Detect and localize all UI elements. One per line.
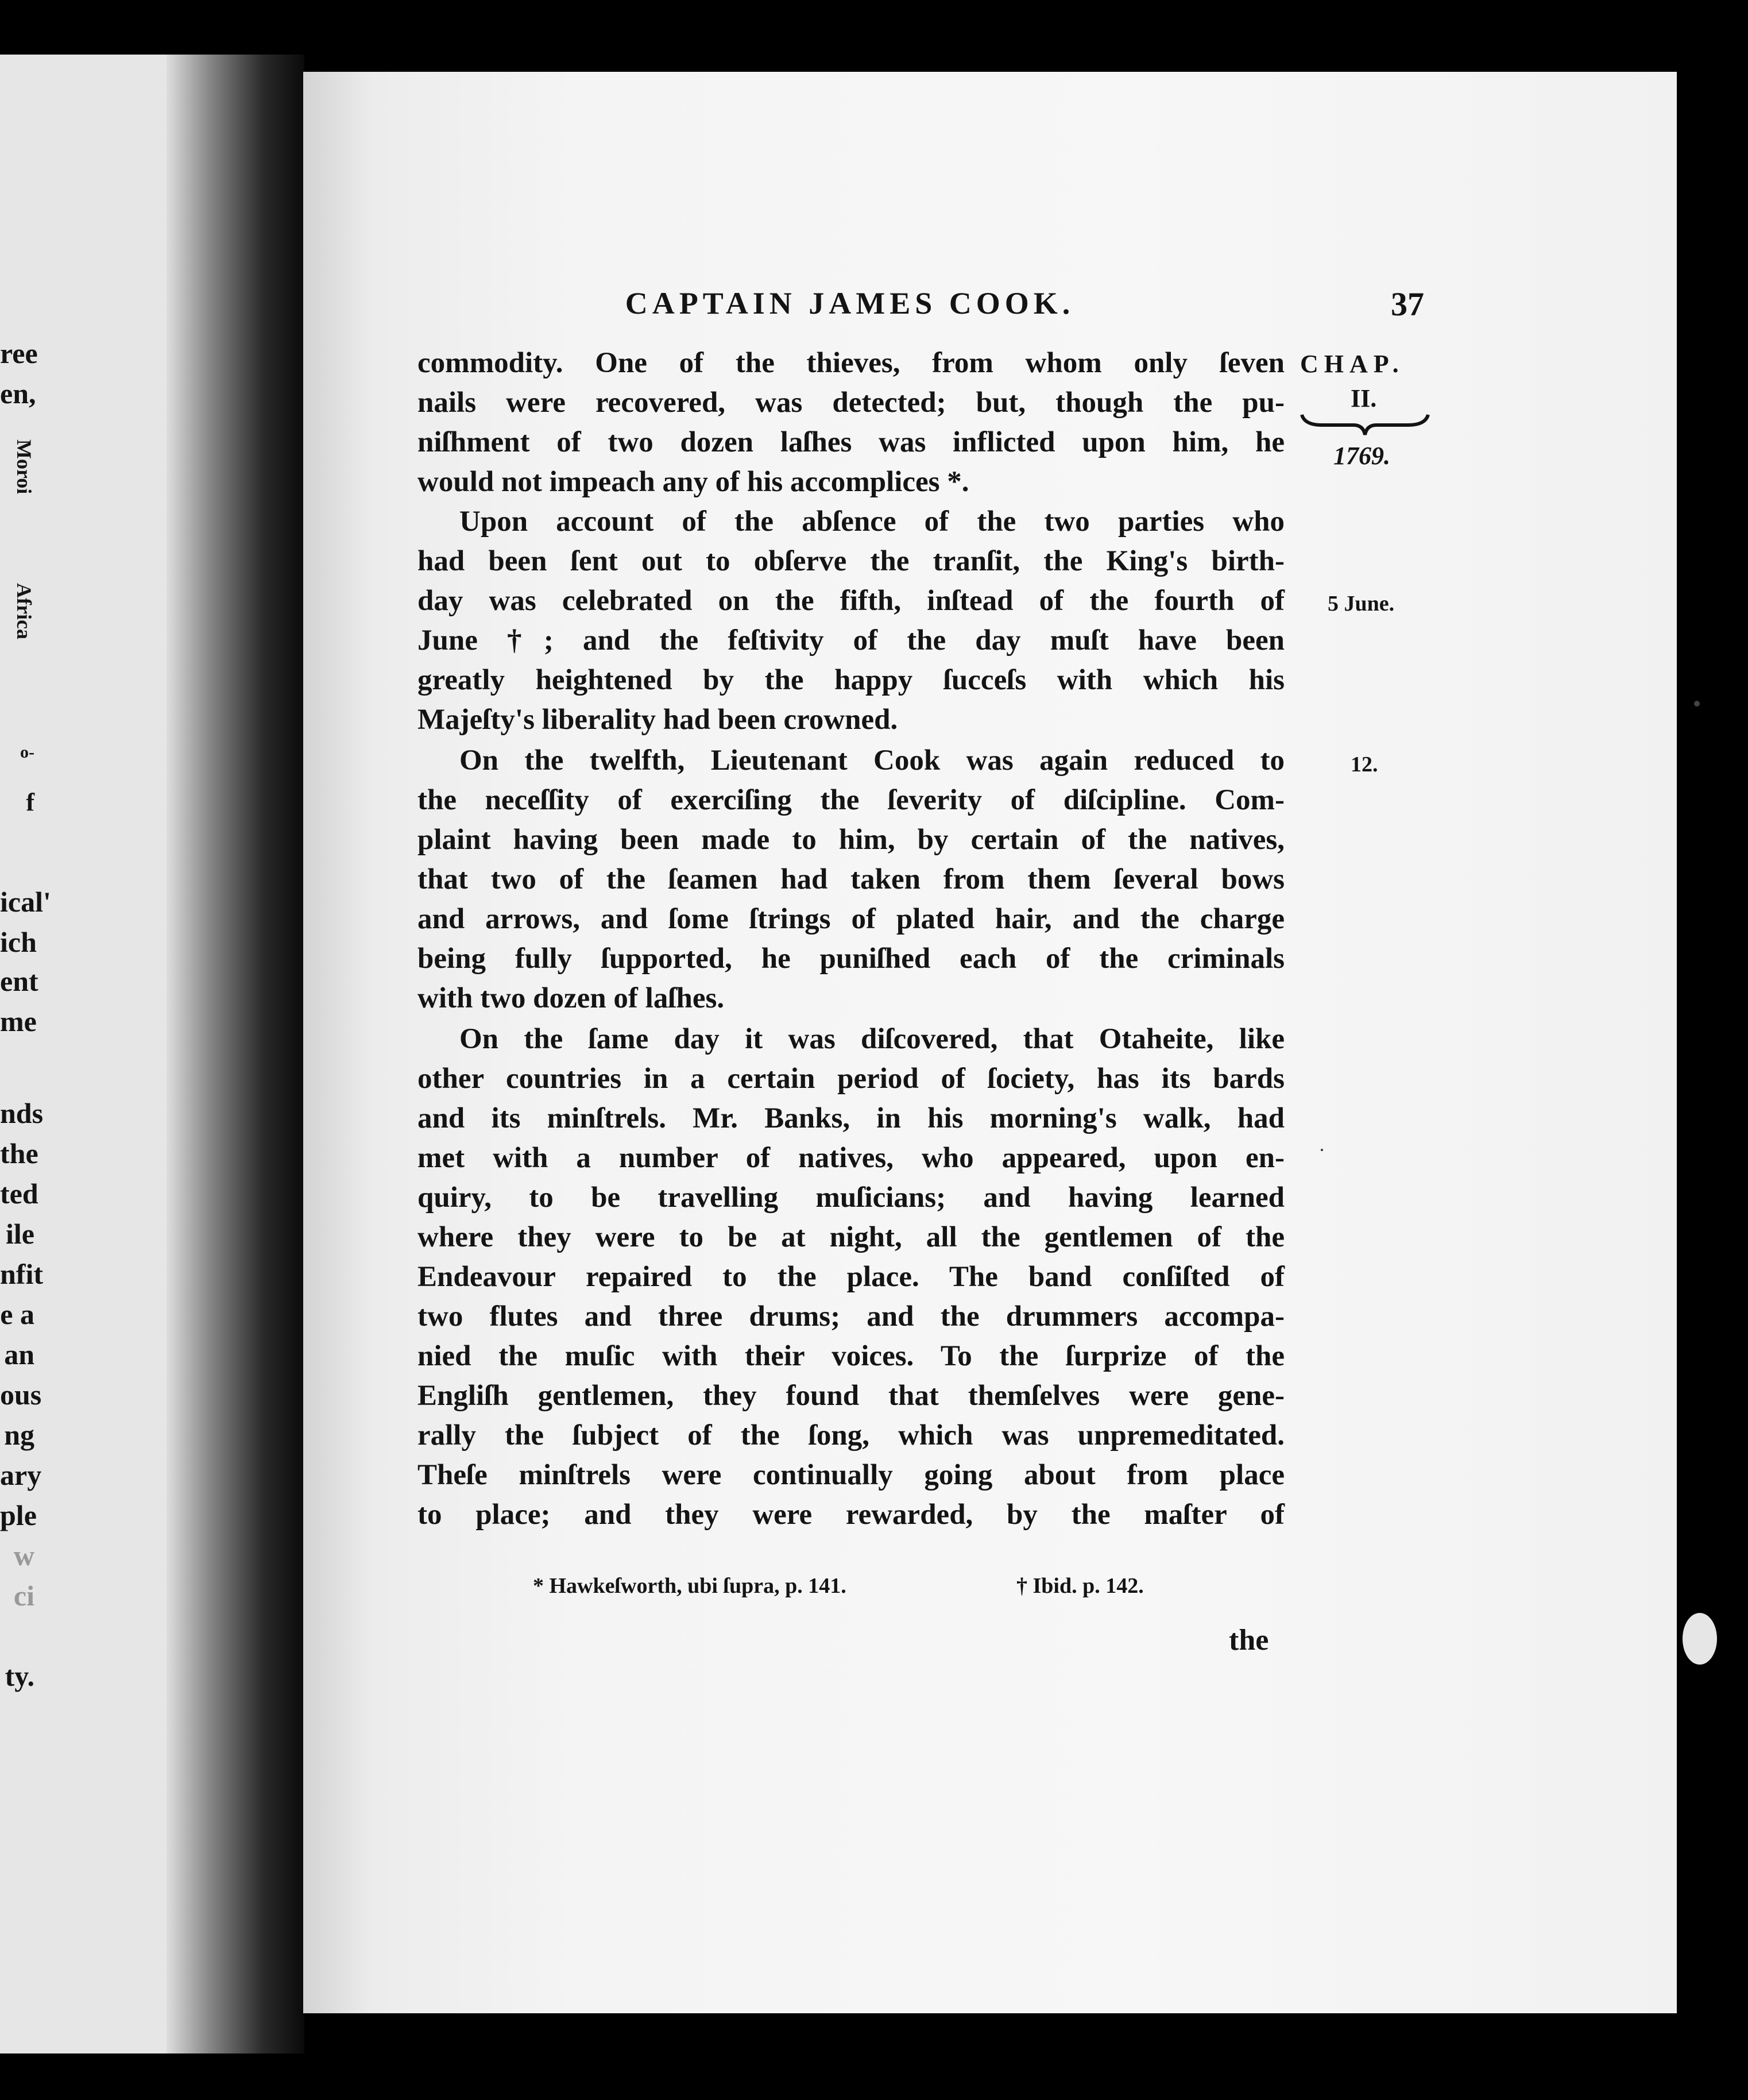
left-page-fragment: o- [20,743,34,762]
text-line: two flutes and three drums; and the drummers accompa- [417,1300,1285,1333]
text-line: had been ſent out to obſerve the tranſit, the King's birth- [417,545,1285,577]
left-page-fragment: ical' [0,886,51,918]
left-page-fragment: Africa [13,583,36,639]
text-line: rally the ſubject of the ſong, which was unpremeditated. [417,1419,1285,1452]
text-line: where they were to be at night, all the gentlemen of the [417,1221,1285,1253]
text-line: with two dozen of laſhes. [417,982,725,1014]
margin-date-twelfth: 12. [1351,752,1378,777]
text-line: would not impeach any of his accomplices *. [417,466,969,498]
text-line: met with a number of natives, who appeared, upon en- [417,1142,1285,1174]
left-page-fragment: ary [0,1459,42,1491]
text-line: Engliſh gentlemen, they found that themſelves were gene- [417,1380,1285,1412]
text-line: other countries in a certain period of ſociety, has its bards [417,1063,1285,1095]
text-line: plaint having been made to him, by certain of the natives, [417,824,1285,856]
text-line: to place; and they were rewarded, by the maſter of [417,1499,1285,1531]
left-page-fragment: ich [0,926,37,958]
speck [1321,1149,1323,1151]
text-line: greatly heightened by the happy ſucceſs with which his [417,664,1285,696]
left-page-fragment: the [0,1137,38,1169]
left-page-fragment: ng [4,1419,34,1451]
text-line: and its minſtrels. Mr. Banks, in his morning's walk, had [417,1102,1285,1134]
left-page-fragment: nds [0,1097,44,1129]
margin-chapter-label: CHAP. [1300,350,1405,378]
left-page-fragment: an [4,1338,34,1371]
text-line: and arrows, and ſome ſtrings of plated hair, and the charge [417,903,1285,935]
margin-date-june: 5 June. [1328,592,1395,616]
left-page-fragment: me [0,1005,37,1037]
page-number: 37 [1391,285,1424,323]
left-page-fragment: ent [0,965,38,997]
left-page-fragment: f [26,788,34,816]
left-page-fragment: en, [0,377,36,410]
footnote-ibid: † Ibid. p. 142. [1016,1574,1144,1598]
text-line: On the twelfth, Lieutenant Cook was again reduced to [459,744,1285,777]
text-line: Majeſty's liberality had been crowned. [417,704,898,736]
left-page-fragment: ile [6,1218,34,1250]
margin-brace [1299,409,1431,438]
left-page-fragment: Moroi [13,439,36,495]
left-page-fragment: ple [0,1499,37,1531]
paper-fragment [1683,1613,1717,1665]
footnote-hawkesworth: * Hawkeſworth, ubi ſupra, p. 141. [533,1574,846,1598]
running-head: CAPTAIN JAMES COOK. [625,286,1075,321]
left-page-fragment: ci [13,1580,34,1612]
margin-year: 1769. [1333,442,1390,470]
text-line: day was celebrated on the fifth, inſtead of the fourth of [417,585,1285,617]
text-line: Theſe minſtrels were continually going about from place [417,1459,1285,1491]
text-line: niſhment of two dozen laſhes was inflicted upon him, he [417,426,1285,458]
left-page-fragment: e a [0,1298,34,1330]
left-page-fragment: ous [0,1379,42,1411]
text-line: nied the muſic with their voices. To the ſurprize of the [417,1340,1285,1372]
left-page-fragment: ty. [5,1660,34,1692]
text-line: the neceſſity of exerciſing the ſeverity of diſcipline. Com- [417,784,1285,816]
text-line: Endeavour repaired to the place. The band conſiſted of [417,1261,1285,1293]
text-line: being fully ſupported, he puniſhed each of the criminals [417,943,1285,975]
text-line: quiry, to be travelling muſicians; and having learned [417,1182,1285,1214]
left-page-fragment: ted [0,1178,38,1210]
speck [1694,701,1700,707]
text-line: June †; and the feſtivity of the day muſt have been [417,624,1285,657]
text-line: On the ſame day it was diſcovered, that Otaheite, like [459,1023,1285,1055]
left-page-fragment: w [13,1539,34,1572]
text-line: that two of the ſeamen had taken from them ſeveral bows [417,863,1285,895]
text-line: nails were recovered, was detected; but, though the pu- [417,387,1285,419]
text-line: commodity. One of the thieves, from whom only ſeven [417,347,1285,379]
text-line: Upon account of the abſence of the two parties who [459,505,1285,538]
left-page-fragment: nfit [0,1258,43,1290]
catchword: the [1229,1624,1269,1657]
margin-chapter-number: II. [1351,384,1377,412]
gutter-shadow [167,55,304,2053]
left-page-fragment: ree [0,337,38,369]
